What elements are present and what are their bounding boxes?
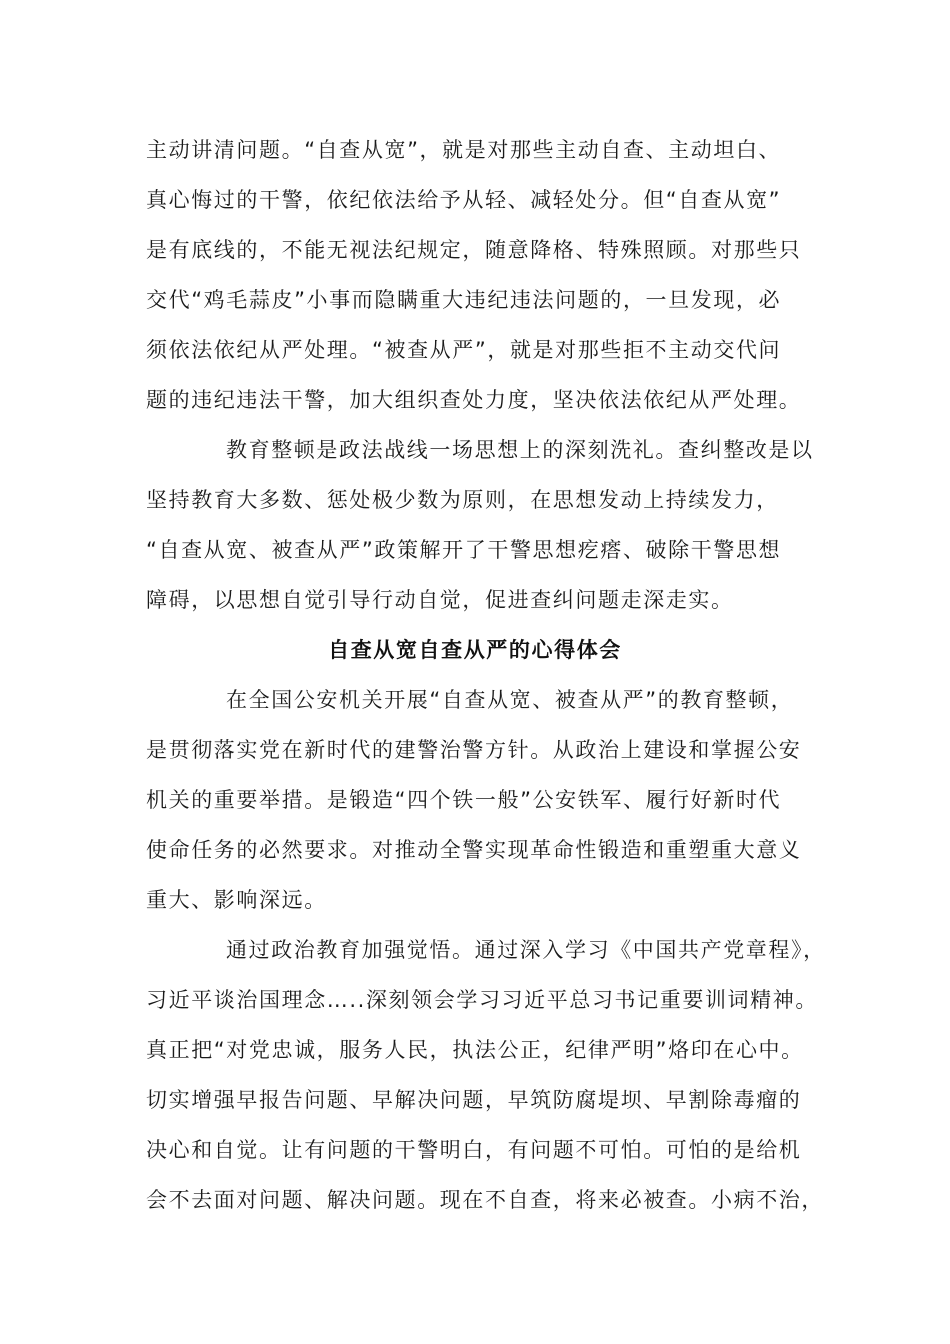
text-line: 真心悔过的干警，依纪依法给予从轻、减轻处分。但“自查从宽” <box>146 188 782 212</box>
text-line: 会不去面对问题、解决问题。现在不自查，将来必被查。小病不治， <box>146 1188 824 1212</box>
text-line: 教育整顿是政法战线一场思想上的深刻洗礼。查纠整改是以 <box>226 438 814 462</box>
text-line: “自查从宽、被查从严”政策解开了干警思想疙瘩、破除干警思想 <box>146 538 782 562</box>
text-line: 是有底线的，不能无视法纪规定，随意降格、特殊照顾。对那些只 <box>146 238 802 262</box>
text-line: 障碍，以思想自觉引导行动自觉，促进查纠问题走深走实。 <box>146 588 734 612</box>
text-line: 交代“鸡毛蒜皮”小事而隐瞒重大违纪违法问题的，一旦发现，必 <box>146 288 782 312</box>
text-line: 决心和自觉。让有问题的干警明白，有问题不可怕。可怕的是给机 <box>146 1138 802 1162</box>
text-line: 重大、影响深远。 <box>146 888 327 912</box>
text-line: 切实增强早报告问题、早解决问题，早筑防腐堤坝、早割除毒瘤的 <box>146 1088 802 1112</box>
text-line: 使命任务的必然要求。对推动全警实现革命性锻造和重塑重大意义 <box>146 838 802 862</box>
text-line: 须依法依纪从严处理。“被查从严”，就是对那些拒不主动交代问 <box>146 338 782 362</box>
text-line: 习近平谈治国理念…..深刻领会学习习近平总习书记重要训词精神。 <box>146 988 818 1012</box>
text-line: 主动讲清问题。“自查从宽”，就是对那些主动自查、主动坦白、 <box>146 138 782 162</box>
text-line: 通过政治教育加强觉悟。通过深入学习《中国共产党章程》， <box>226 938 826 962</box>
text-line: 真正把“对党忠诚，服务人民，执法公正，纪律严明”烙印在心中。 <box>146 1038 804 1062</box>
text-line: 在全国公安机关开展“自查从宽、被查从严”的教育整顿， <box>226 688 794 712</box>
text-line: 坚持教育大多数、惩处极少数为原则，在思想发动上持续发力， <box>146 488 779 512</box>
text-line: 机关的重要举措。是锻造“四个铁一般”公安铁军、履行好新时代 <box>146 788 782 812</box>
text-line: 题的违纪违法干警，加大组织查处力度，坚决依法依纪从严处理。 <box>146 388 802 412</box>
section-title: 自查从宽自查从严的心得体会 <box>328 638 622 662</box>
text-line: 是贯彻落实党在新时代的建警治警方针。从政治上建设和掌握公安 <box>146 738 802 762</box>
